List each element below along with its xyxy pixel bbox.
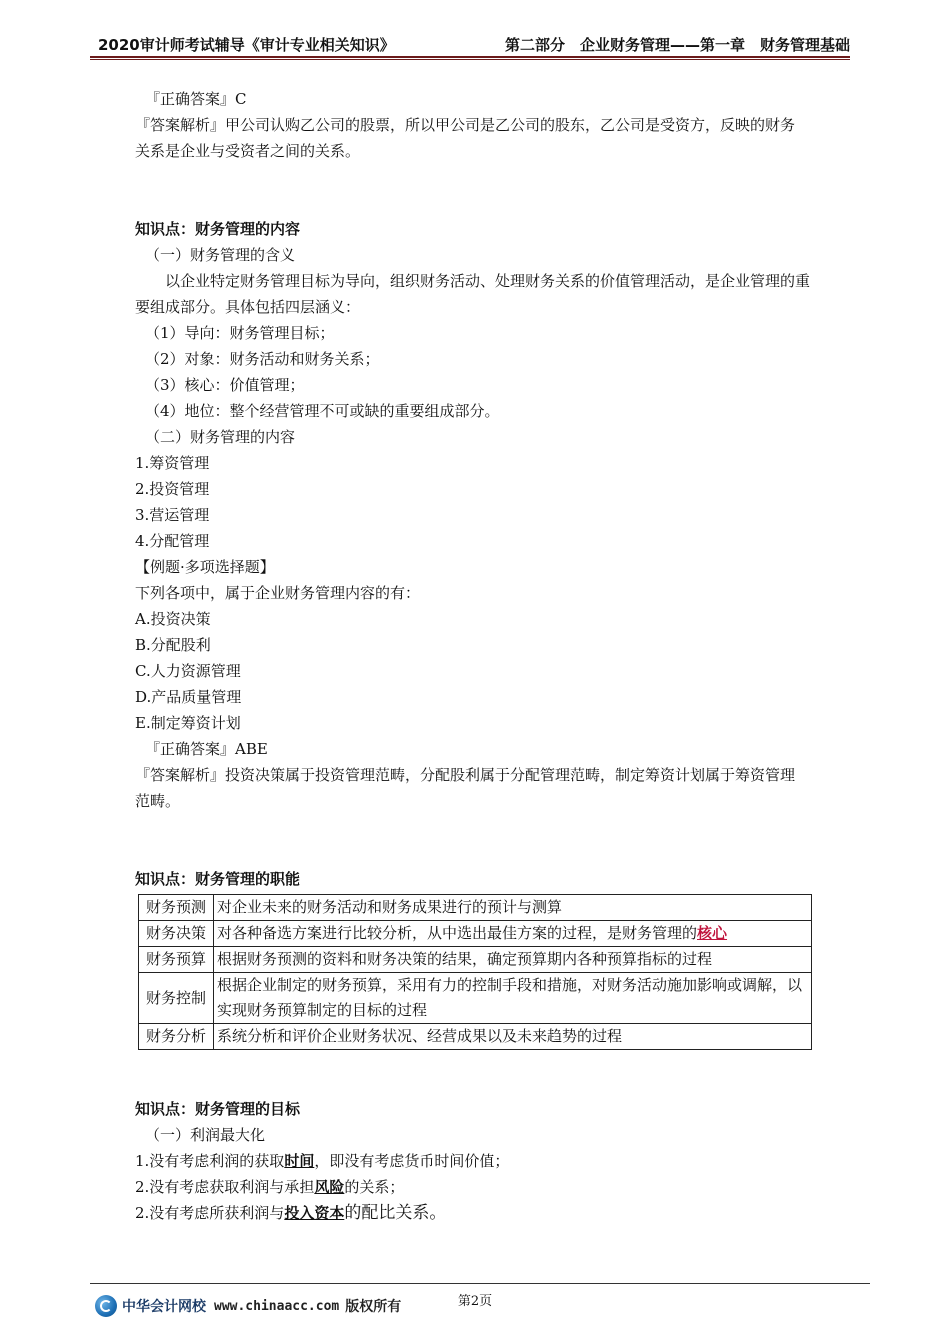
list-item: （2）对象：财务活动和财务关系；	[145, 350, 380, 368]
page-number: 第2页	[457, 1294, 493, 1309]
item-text: ，即没有考虑货币时间价值；	[314, 1152, 510, 1170]
table-cell-value: 根据企业制定的财务预算，采用有力的控制手段和措施，对财务活动施加影响或调解，以实现财务预算制定的目标的过程	[214, 973, 812, 1024]
item-text: 的配比关系。	[344, 1203, 447, 1223]
example-tag: 【例题·多项选择题】	[135, 558, 275, 576]
section-heading: 知识点：财务管理的内容	[135, 220, 301, 238]
emphasis-capital: 投入资本	[284, 1204, 345, 1222]
answer-line: 『正确答案』ABE	[145, 740, 268, 758]
page-header	[90, 30, 850, 60]
table-row	[139, 1024, 812, 1050]
header-rule-thin	[90, 59, 850, 60]
option-item: B.分配股利	[135, 636, 211, 654]
footer-rule	[90, 1283, 870, 1284]
emphasis-risk: 风险	[314, 1178, 345, 1196]
list-item	[135, 1174, 851, 1200]
analysis-line: 『答案解析』甲公司认购乙公司的股票，所以甲公司是乙公司的股东，乙公司是受资方，反映的财务	[135, 116, 796, 134]
table-cell-key: 财务分析	[139, 1024, 214, 1050]
table-row	[139, 973, 812, 1024]
header-rule	[90, 56, 850, 58]
subheading: （二）财务管理的内容	[145, 428, 296, 446]
copyright-text: 版权所有	[345, 1299, 402, 1315]
option-item: D.产品质量管理	[135, 688, 242, 706]
item-text: 1.没有考虑利润的获取	[135, 1152, 285, 1170]
subheading: （一）财务管理的含义	[145, 246, 296, 264]
table-row	[139, 947, 812, 973]
item-text: 2.没有考虑所获利润与	[135, 1204, 285, 1222]
table-cell-value: 对企业未来的财务活动和财务成果进行的预计与测算	[214, 895, 812, 921]
table-cell-key: 财务决策	[139, 921, 214, 947]
analysis-line: 范畴。	[135, 792, 181, 810]
list-item: 3.营运管理	[135, 506, 210, 524]
table-cell-value	[214, 921, 812, 947]
list-item: （3）核心：价值管理；	[145, 376, 305, 394]
subheading: （一）利润最大化	[145, 1126, 266, 1144]
option-item: E.制定筹资计划	[135, 714, 241, 732]
paragraph-line: 要组成部分。具体包括四层涵义：	[135, 298, 361, 316]
brand-name: 中华会计网校	[122, 1299, 206, 1315]
section-heading: 知识点：财务管理的目标	[135, 1100, 301, 1118]
item-text: 2.没有考虑获取利润与承担	[135, 1178, 315, 1196]
analysis-line: 『答案解析』投资决策属于投资管理范畴，分配股利属于分配管理范畴，制定筹资计划属于筹资管理	[135, 766, 796, 784]
option-item: C.人力资源管理	[135, 662, 241, 680]
table-cell-value: 根据财务预测的资料和财务决策的结果，确定预算期内各种预算指标的过程	[214, 947, 812, 973]
emphasis-time: 时间	[284, 1152, 315, 1170]
question-text: 下列各项中，属于企业财务管理内容的有：	[135, 584, 421, 602]
table-cell-text: 对各种备选方案进行比较分析，从中选出最佳方案的过程，是财务管理的	[217, 924, 698, 942]
list-item: （1）导向：财务管理目标；	[145, 324, 335, 342]
footer-brand	[95, 1293, 401, 1319]
header-course-title: 2020审计师考试辅导《审计专业相关知识》	[98, 36, 395, 54]
section-heading: 知识点：财务管理的职能	[135, 870, 301, 888]
document-body	[135, 86, 851, 1226]
table-cell-value: 系统分析和评价企业财务状况、经营成果以及未来趋势的过程	[214, 1024, 812, 1050]
header-chapter-title: 第二部分 企业财务管理——第一章 财务管理基础	[504, 36, 850, 54]
functions-table	[138, 894, 812, 1050]
table-row	[139, 895, 812, 921]
paragraph-line: 以企业特定财务管理目标为导向，组织财务活动、处理财务关系的价值管理活动，是企业管理的重	[165, 272, 811, 290]
analysis-line: 关系是企业与受资者之间的关系。	[135, 142, 361, 160]
item-text: 的关系；	[344, 1178, 405, 1196]
table-cell-key: 财务控制	[139, 973, 214, 1024]
chinaacc-logo-icon	[95, 1295, 117, 1317]
list-item: 4.分配管理	[135, 532, 210, 550]
option-item: A.投资决策	[135, 610, 211, 628]
table-row	[139, 921, 812, 947]
list-item: （4）地位：整个经营管理不可或缺的重要组成部分。	[145, 402, 500, 420]
list-item	[135, 1148, 851, 1174]
emphasis-core: 核心	[697, 924, 728, 942]
brand-url: www.chinaacc.com	[214, 1298, 340, 1314]
answer-line: 『正确答案』C	[145, 90, 247, 108]
table-cell-key: 财务预算	[139, 947, 214, 973]
list-item: 2.投资管理	[135, 480, 210, 498]
list-item	[135, 1200, 851, 1226]
table-cell-key: 财务预测	[139, 895, 214, 921]
list-item: 1.筹资管理	[135, 454, 210, 472]
